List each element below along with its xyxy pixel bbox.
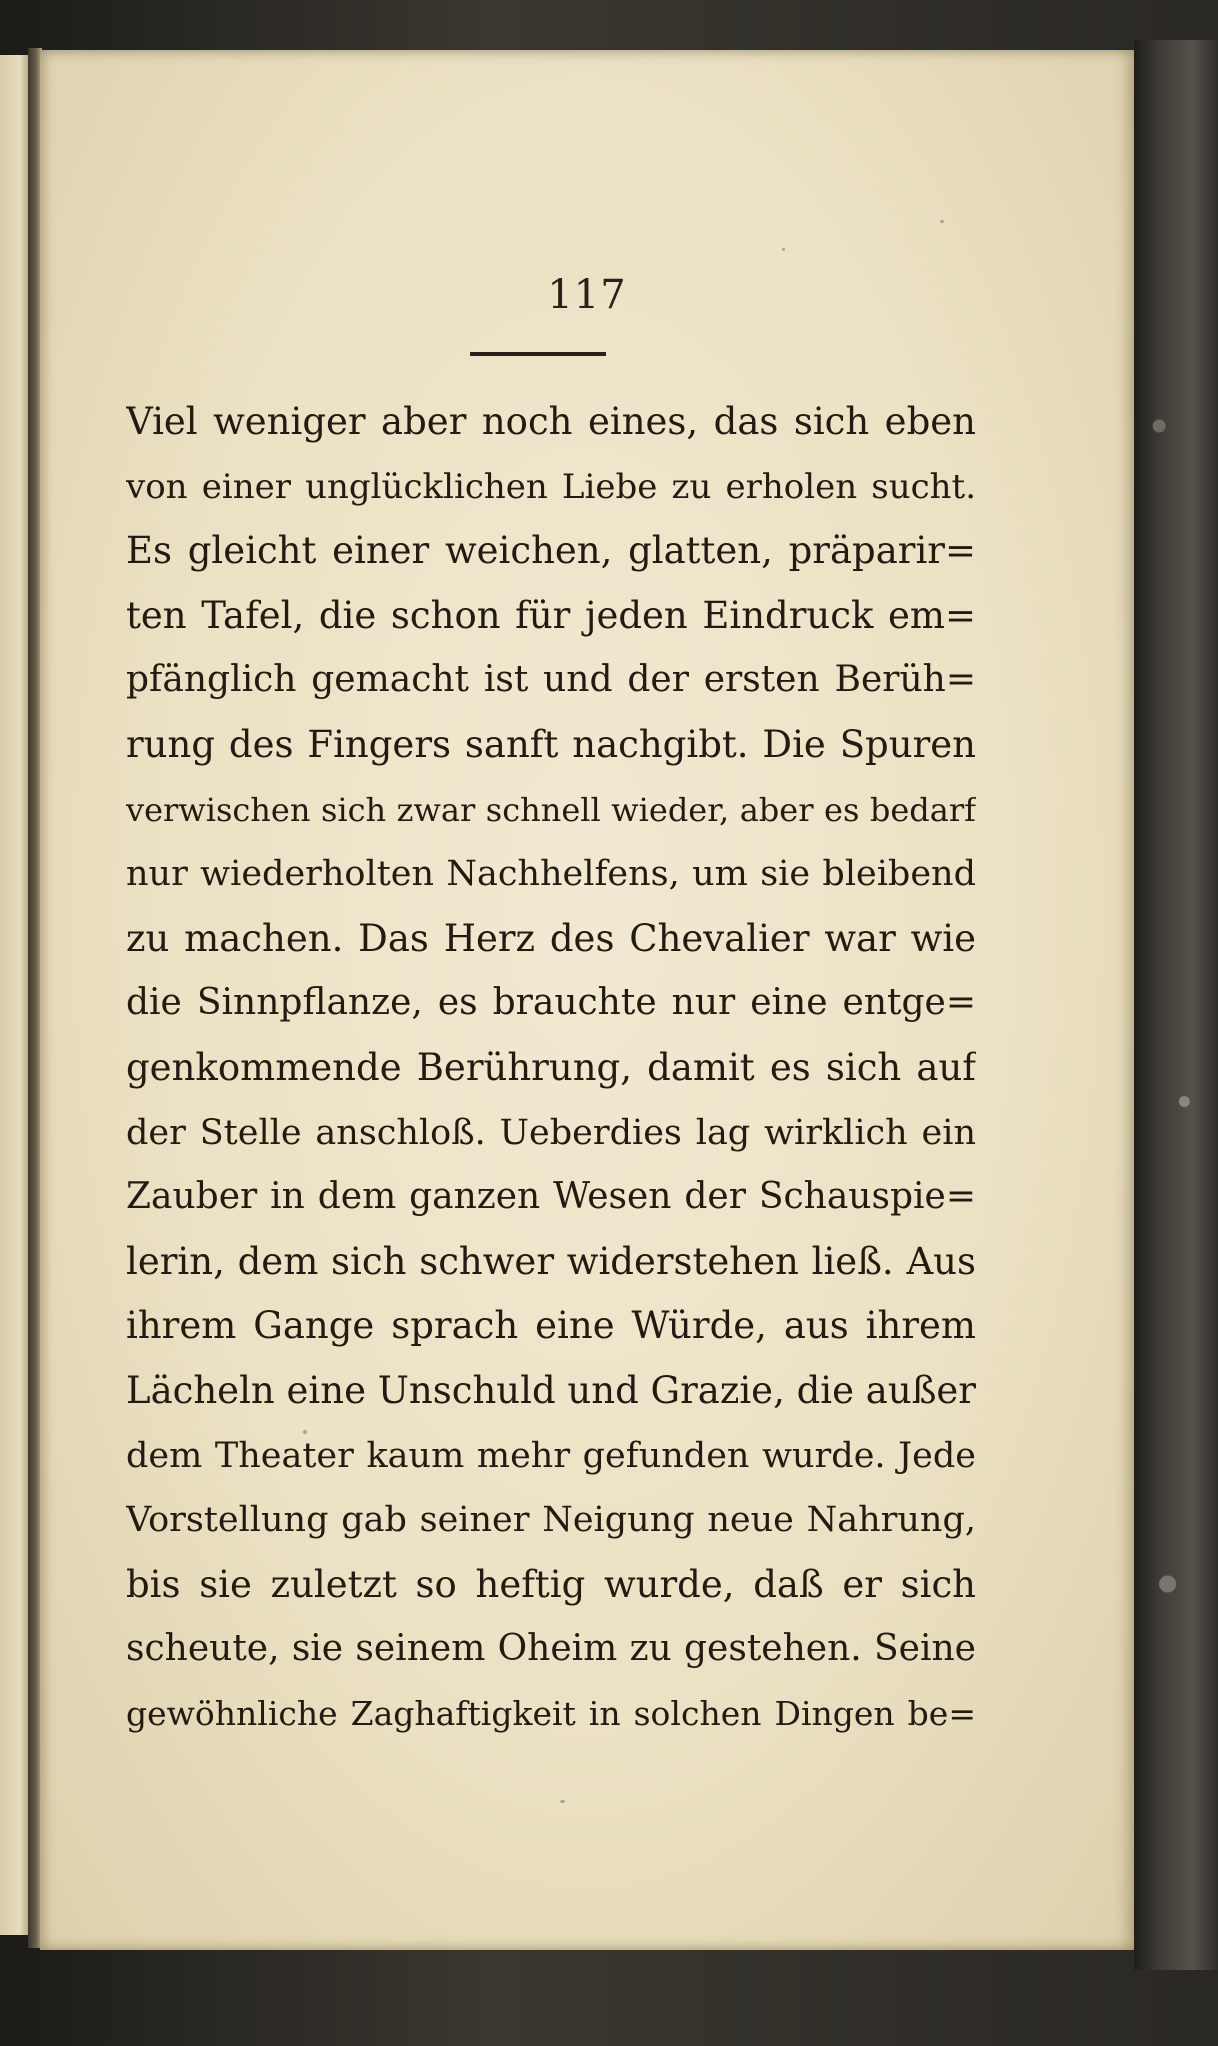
text-line: ihrem Gange sprach eine Würde, aus ihrem bbox=[126, 1304, 976, 1348]
previous-page-edge bbox=[0, 55, 28, 1935]
text-line: rung des Fingers sanft nachgibt. Die Spuren bbox=[126, 722, 976, 766]
text-line: von einer unglücklichen Liebe zu erholen sucht. bbox=[126, 466, 976, 507]
text-line: die Sinnpflanze, es brauchte nur eine entge= bbox=[126, 982, 976, 1024]
text-line: lerin, dem sich schwer widerstehen ließ. Aus bbox=[126, 1239, 976, 1283]
text-line: genkommende Berührung, damit es sich auf bbox=[126, 1045, 976, 1089]
text-line: bis sie zuletzt so heftig wurde, daß er sich bbox=[126, 1562, 976, 1606]
book-cover-edge bbox=[1134, 40, 1218, 1970]
paper-speck bbox=[560, 1800, 565, 1803]
header-rule bbox=[470, 352, 606, 356]
paper-speck bbox=[940, 220, 944, 223]
text-line: Vorstellung gab seiner Neigung neue Nahrung, bbox=[126, 1500, 976, 1541]
book-page bbox=[40, 50, 1134, 1950]
text-line: nur wiederholten Nachhelfens, um sie bleibend bbox=[126, 854, 976, 895]
text-line: Es gleicht einer weichen, glatten, präparir= bbox=[126, 529, 976, 573]
text-line: ten Tafel, die schon für jeden Eindruck em= bbox=[126, 593, 976, 637]
text-line: Lächeln eine Unschuld und Grazie, die außer bbox=[126, 1368, 976, 1412]
text-line: der Stelle anschloß. Ueberdies lag wirklich ein bbox=[126, 1112, 976, 1153]
paper-speck bbox=[782, 248, 785, 251]
paper-speck bbox=[303, 1430, 307, 1434]
text-line: zu machen. Das Herz des Chevalier war wie bbox=[126, 916, 976, 960]
text-line: verwischen sich zwar schnell wieder, aber es bedarf bbox=[126, 790, 976, 829]
text-line: scheute, sie seinem Oheim zu gestehen. Seine bbox=[126, 1628, 976, 1670]
text-line: Zauber in dem ganzen Wesen der Schauspie= bbox=[126, 1176, 976, 1218]
text-line: gewöhnliche Zaghaftigkeit in solchen Dingen be= bbox=[126, 1693, 976, 1733]
text-line: Viel weniger aber noch eines, das sich eben bbox=[126, 400, 976, 443]
text-line: pfänglich gemacht ist und der ersten Berüh= bbox=[126, 659, 976, 701]
text-line: dem Theater kaum mehr gefunden wurde. Jede bbox=[126, 1435, 976, 1476]
body-text bbox=[126, 390, 976, 1746]
page-number: 117 bbox=[547, 272, 627, 318]
